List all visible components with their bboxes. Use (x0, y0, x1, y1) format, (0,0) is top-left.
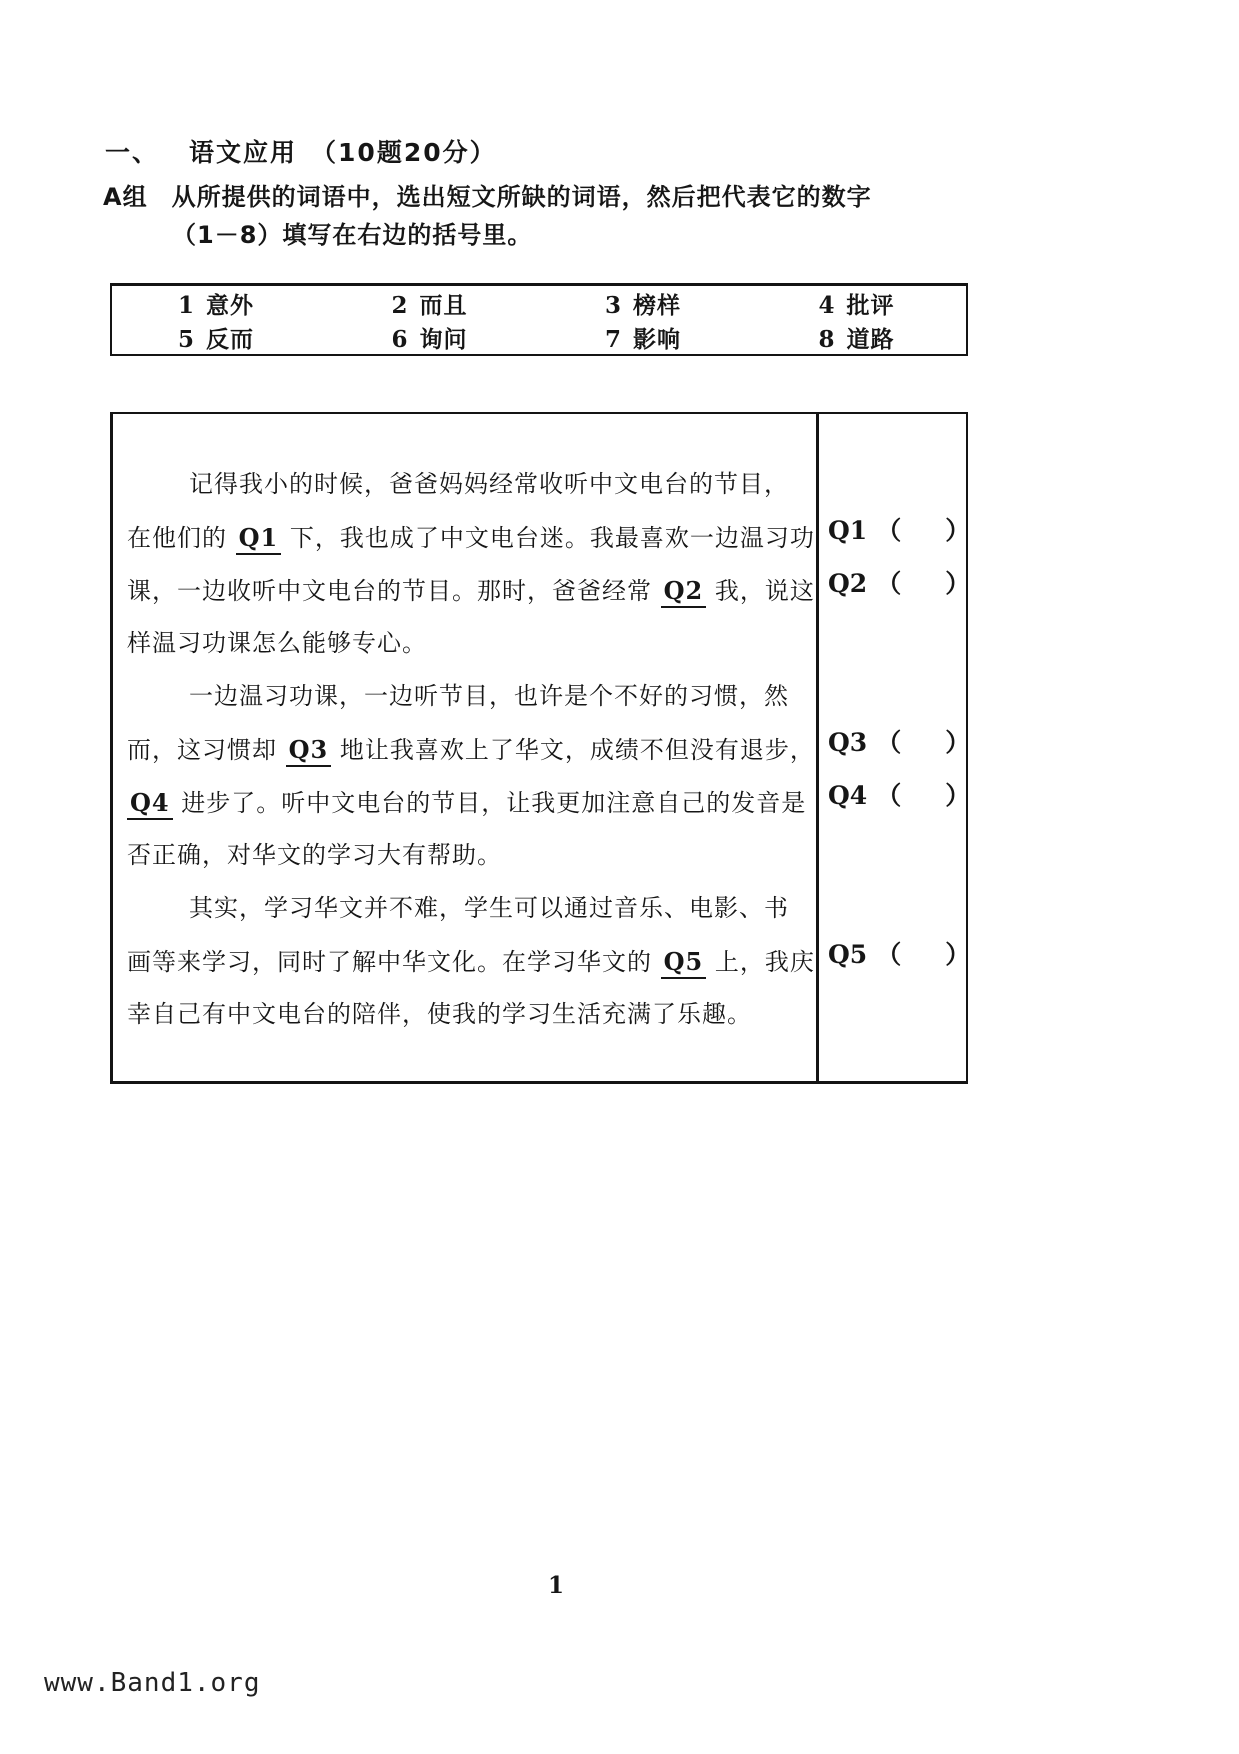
passage-line: 否正确，对华文的学习大有帮助。 (127, 841, 502, 869)
section-number: 一、 (105, 138, 160, 167)
blank-q5: Q5 (661, 947, 707, 979)
passage-line: 记得我小的时候，爸爸妈妈经常收听中文电台的节目， (189, 470, 789, 498)
passage-box (110, 412, 971, 1084)
word-bank (110, 283, 968, 356)
passage-line: 在他们的 Q1 下，我也成了中文电台迷。我最喜欢一边温习功 (127, 511, 815, 564)
passage-line: 其实，学习华文并不难，学生可以通过音乐、电影、书 (189, 894, 789, 922)
passage-line: 而，这习惯却 Q3 地让我喜欢上了华文，成绩不但没有退步， (127, 723, 815, 776)
group-instruction-line (103, 177, 872, 212)
blank-q2: Q2 (661, 576, 707, 608)
passage-line: 幸自己有中文电台的陪伴，使我的学习生活充满了乐趣。 (127, 1000, 752, 1028)
blank-q1: Q1 (236, 523, 282, 555)
section-points: （10题20分） (311, 138, 497, 167)
section-heading (105, 133, 497, 169)
blank-q4: Q4 (127, 788, 173, 820)
section-title: 语文应用 (189, 138, 298, 167)
word-bank-item: 5 反而 (178, 325, 255, 353)
answer-column (816, 414, 969, 1081)
blank-q3: Q3 (286, 735, 332, 767)
group-label: A组 (103, 183, 148, 211)
passage-line: 课，一边收听中文电台的节目。那时，爸爸经常 Q2 我，说这 (127, 564, 815, 617)
instruction-text-2: （1－8）填写在右边的括号里。 (172, 221, 533, 249)
word-bank-item: 8 道路 (818, 325, 895, 353)
passage-line: Q4 进步了。听中文电台的节目，让我更加注意自己的发音是 (127, 776, 815, 829)
instruction-text: 从所提供的词语中，选出短文所缺的词语，然后把代表它的数字 (171, 183, 872, 211)
word-bank-item: 6 询问 (391, 325, 468, 353)
answer-slot-q4: Q4 （ ） (828, 781, 971, 810)
answer-slot-q2: Q2 （ ） (828, 569, 971, 598)
answer-slot-q1: Q1 （ ） (828, 516, 971, 545)
word-bank-item: 7 影响 (605, 325, 682, 353)
word-bank-item: 3 榜样 (605, 291, 682, 319)
page-number: 1 (548, 1572, 565, 1599)
answer-slot-q5: Q5 （ ） (828, 940, 971, 969)
passage-line: 样温习功课怎么能够专心。 (127, 629, 427, 657)
passage-line: 一边温习功课，一边听节目，也许是个不好的习惯，然 (189, 682, 789, 710)
watermark-url: www.Band1.org (44, 1668, 261, 1698)
word-bank-item: 4 批评 (818, 291, 895, 319)
passage-line: 画等来学习，同时了解中华文化。在学习华文的 Q5 上，我庆 (127, 935, 815, 988)
passage (127, 458, 815, 1041)
word-bank-item: 1 意外 (178, 291, 255, 319)
word-bank-item: 2 而且 (391, 291, 468, 319)
answer-slot-q3: Q3 （ ） (828, 728, 971, 757)
